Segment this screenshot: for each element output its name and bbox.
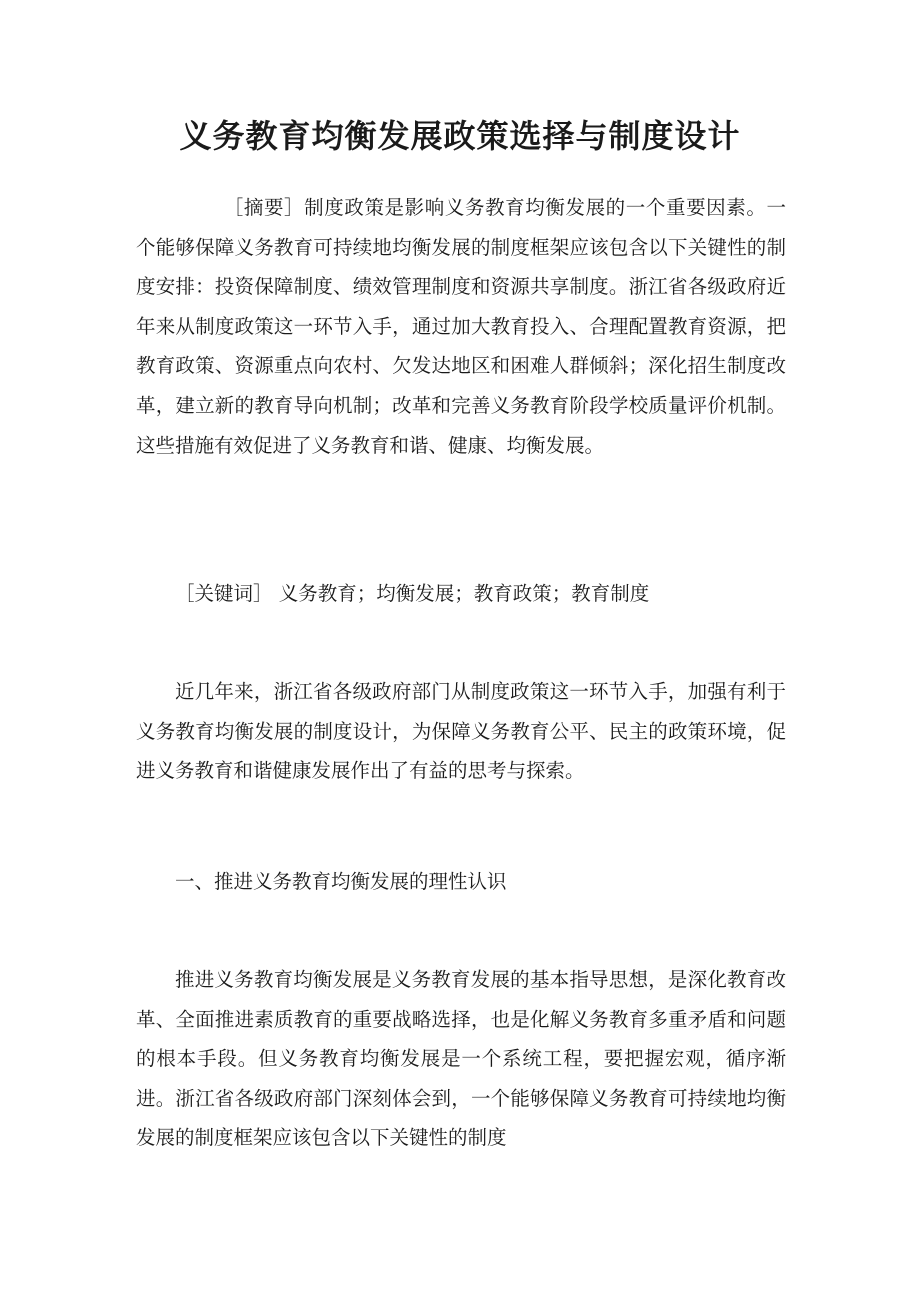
abstract-paragraph: ［摘要］制度政策是影响义务教育均衡发展的一个重要因素。一个能够保障义务教育可持续地均衡发展的制度框架应该包含以下关键性的制度安排：投资保障制度、绩效管理制度和资源共享制度。浙江省各级政府近年来从制度政策这一环节入手，通过加大教育投入、合理配置教育资源，把教育政策、资源重点向农村、欠发达地区和困难人群倾斜；深化招生制度改革，建立新的教育导向机制；改革和完善义务教育阶段学校质量评价机制。这些措施有效促进了义务教育和谐、健康、均衡发展。 <box>136 196 786 457</box>
section-body-paragraph: 推进义务教育均衡发展是义务教育发展的基本指导思想，是深化教育改革、全面推进素质教育的重要战略选择，也是化解义务教育多重矛盾和问题的根本手段。但义务教育均衡发展是一个系统工程，要把握宏观，循序渐进。浙江省各级政府部门深刻体会到，一个能够保障义务教育可持续地均衡发展的制度框架应该包含以下关键性的制度 <box>136 968 786 1150</box>
intro-paragraph: 近几年来，浙江省各级政府部门从制度政策这一环节入手，加强有利于义务教育均衡发展的制度设计，为保障义务教育公平、民主的政策环境，促进义务教育和谐健康发展作出了有益的思考与探索。 <box>136 680 786 783</box>
document-title: 义务教育均衡发展政策选择与制度设计 <box>179 117 741 155</box>
keywords-line: ［关键词］ 义务教育；均衡发展；教育政策；教育制度 <box>175 582 650 605</box>
section-heading: 一、推进义务教育均衡发展的理性认识 <box>175 870 507 893</box>
